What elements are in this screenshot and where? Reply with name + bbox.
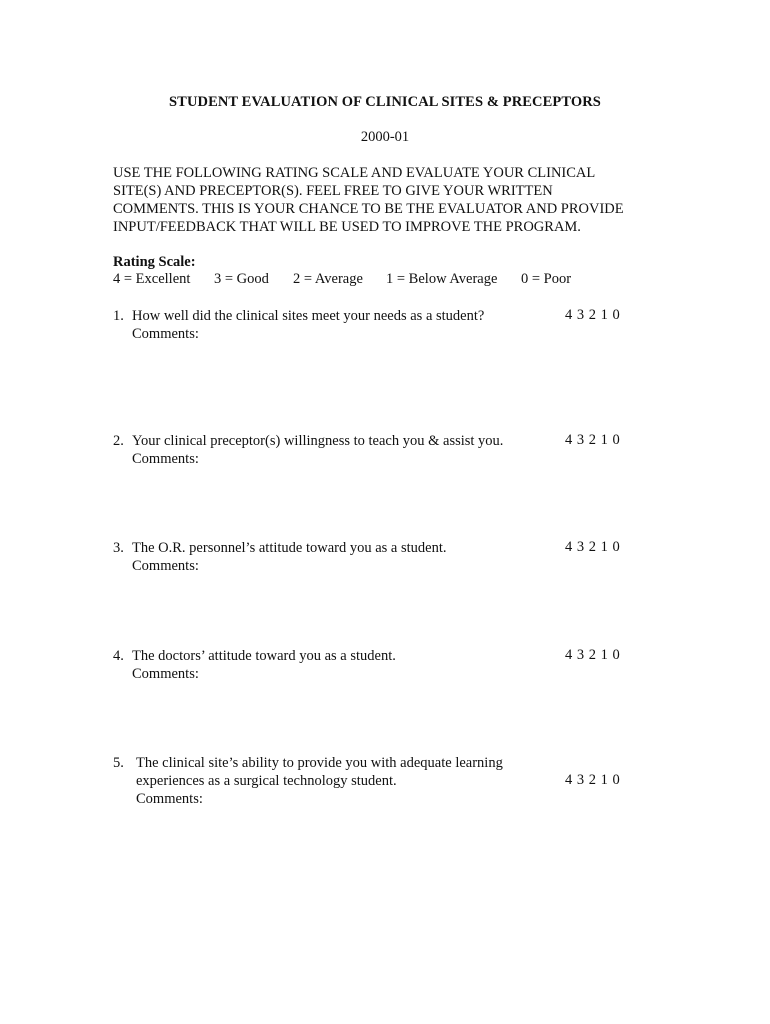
instructions-line: SITE(S) AND PRECEPTOR(S). FEEL FREE TO GIVE YOUR WRITTEN [113, 183, 553, 199]
rating-options-3[interactable]: 4 3 2 1 0 [565, 539, 621, 555]
question-4 [113, 647, 643, 683]
question-text: Your clinical preceptor(s) willingness to teach you & assist you. [132, 433, 504, 449]
question-text-continued: experiences as a surgical technology student. [136, 773, 397, 789]
question-1 [113, 307, 643, 343]
comments-label: Comments: [136, 791, 203, 807]
rating-options-2[interactable]: 4 3 2 1 0 [565, 432, 621, 448]
scale-item-good: 3 = Good [214, 271, 269, 287]
instructions-line: COMMENTS. THIS IS YOUR CHANCE TO BE THE EVALUATOR AND PROVIDE [113, 201, 624, 217]
comments-label: Comments: [132, 451, 199, 467]
question-2 [113, 432, 643, 468]
comments-label: Comments: [132, 558, 199, 574]
scale-item-poor: 0 = Poor [521, 271, 572, 287]
academic-year: 2000-01 [360, 129, 410, 145]
rating-scale-legend [113, 271, 571, 288]
comments-label: Comments: [132, 666, 199, 682]
question-number: 1. [113, 308, 124, 324]
question-number: 3. [113, 540, 124, 556]
question-text: The O.R. personnel’s attitude toward you as a student. [132, 540, 447, 556]
question-text: The clinical site’s ability to provide you with adequate learning [136, 755, 503, 771]
question-number: 4. [113, 648, 124, 664]
question-3 [113, 539, 643, 575]
scale-item-average: 2 = Average [293, 271, 363, 287]
rating-options-1[interactable]: 4 3 2 1 0 [565, 307, 621, 323]
document-title: STUDENT EVALUATION OF CLINICAL SITES & PRECEPTORS [169, 94, 601, 110]
instructions-line: USE THE FOLLOWING RATING SCALE AND EVALUATE YOUR CLINICAL [113, 165, 596, 181]
scale-item-excellent: 4 = Excellent [113, 271, 191, 287]
instructions-line: INPUT/FEEDBACK THAT WILL BE USED TO IMPROVE THE PROGRAM. [113, 219, 581, 235]
question-5 [113, 754, 643, 808]
rating-scale-heading: Rating Scale: [113, 254, 196, 270]
rating-options-5[interactable]: 4 3 2 1 0 [565, 772, 621, 788]
question-number: 2. [113, 433, 124, 449]
instructions [113, 164, 673, 236]
comments-label: Comments: [132, 326, 199, 342]
question-text: How well did the clinical sites meet your needs as a student? [132, 308, 485, 324]
scale-item-below-average: 1 = Below Average [386, 271, 498, 287]
question-text: The doctors’ attitude toward you as a student. [132, 648, 396, 664]
question-number: 5. [113, 755, 124, 771]
rating-options-4[interactable]: 4 3 2 1 0 [565, 647, 621, 663]
